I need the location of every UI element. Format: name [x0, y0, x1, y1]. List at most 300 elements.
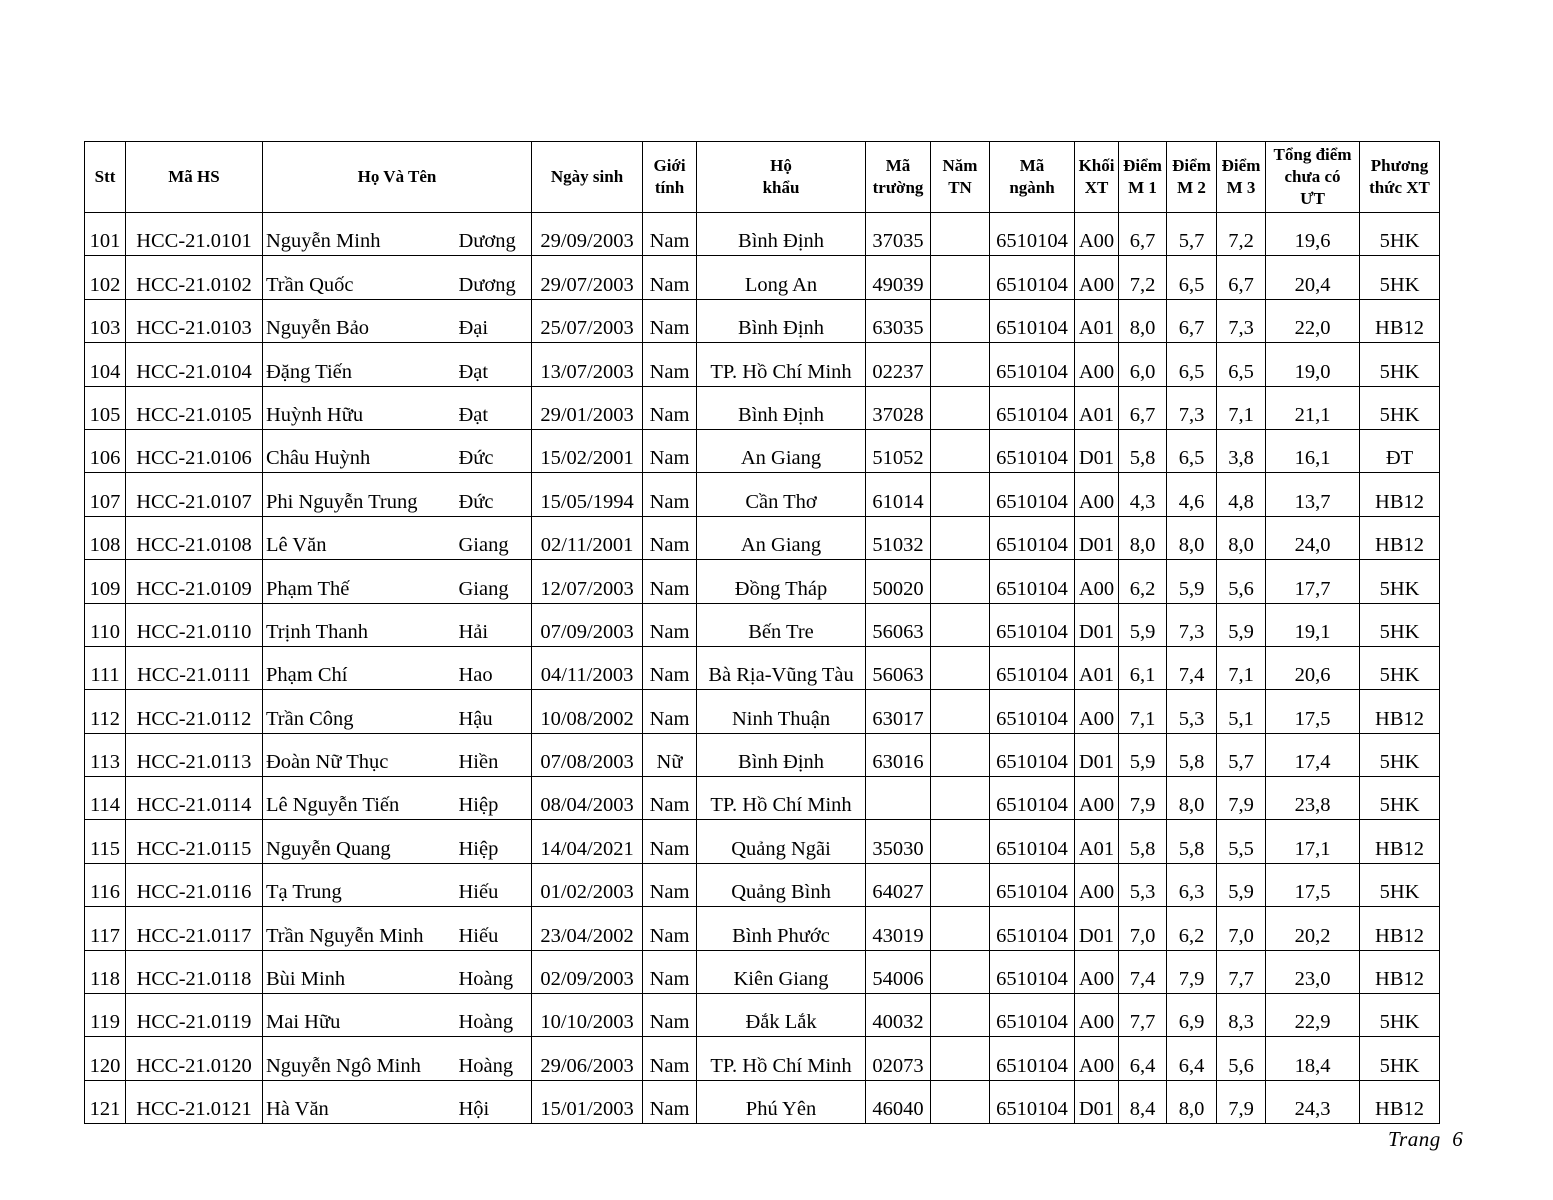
table-row — [85, 646, 1440, 689]
cell-phuong-thuc-xt: HB12 — [1360, 907, 1440, 950]
cell-stt: 105 — [85, 386, 126, 429]
cell-diem-m2: 6,2 — [1167, 907, 1217, 950]
cell-nam-tn — [931, 473, 990, 516]
cell-phuong-thuc-xt: 5HK — [1360, 777, 1440, 820]
cell-ma-hs: HCC-21.0109 — [126, 560, 263, 603]
cell-ho-khau: Bà Rịa-Vũng Tàu — [697, 646, 866, 689]
cell-tong-diem: 24,3 — [1266, 1080, 1360, 1123]
cell-diem-m2: 5,8 — [1167, 820, 1217, 863]
cell-ten: Hao — [459, 646, 532, 689]
cell-khoi-xt: A00 — [1075, 777, 1119, 820]
cell-diem-m3: 8,0 — [1217, 516, 1266, 559]
cell-ma-truong: 63017 — [866, 690, 931, 733]
cell-diem-m1: 6,0 — [1119, 343, 1167, 386]
cell-ngay-sinh: 02/11/2001 — [532, 516, 643, 559]
cell-ngay-sinh: 12/07/2003 — [532, 560, 643, 603]
cell-diem-m2: 6,5 — [1167, 343, 1217, 386]
table-body — [85, 213, 1440, 1124]
cell-nam-tn — [931, 950, 990, 993]
cell-ten: Hội — [459, 1080, 532, 1123]
cell-diem-m3: 6,7 — [1217, 256, 1266, 299]
table-row — [85, 1037, 1440, 1080]
cell-tong-diem: 17,1 — [1266, 820, 1360, 863]
cell-diem-m2: 5,7 — [1167, 213, 1217, 256]
cell-stt: 120 — [85, 1037, 126, 1080]
cell-ho-khau: TP. Hồ Chí Minh — [697, 777, 866, 820]
cell-ho: Nguyễn Minh — [263, 213, 459, 256]
cell-ngay-sinh: 07/09/2003 — [532, 603, 643, 646]
cell-gioi-tinh: Nữ — [643, 733, 697, 776]
table-row — [85, 994, 1440, 1037]
header-ngay-sinh: Ngày sinh — [532, 142, 643, 213]
table-row — [85, 343, 1440, 386]
cell-diem-m3: 4,8 — [1217, 473, 1266, 516]
cell-stt: 114 — [85, 777, 126, 820]
cell-ma-truong: 50020 — [866, 560, 931, 603]
cell-diem-m3: 5,7 — [1217, 733, 1266, 776]
cell-ho-khau: Ninh Thuận — [697, 690, 866, 733]
cell-ho: Trần Công — [263, 690, 459, 733]
cell-nam-tn — [931, 1037, 990, 1080]
cell-ma-hs: HCC-21.0106 — [126, 429, 263, 472]
cell-phuong-thuc-xt: HB12 — [1360, 950, 1440, 993]
cell-ma-truong: 51032 — [866, 516, 931, 559]
cell-nam-tn — [931, 213, 990, 256]
cell-khoi-xt: D01 — [1075, 603, 1119, 646]
cell-khoi-xt: A01 — [1075, 386, 1119, 429]
header-ho-khau: Hộ khẩu — [697, 142, 866, 213]
cell-phuong-thuc-xt: 5HK — [1360, 560, 1440, 603]
cell-khoi-xt: A01 — [1075, 646, 1119, 689]
cell-nam-tn — [931, 560, 990, 603]
cell-gioi-tinh: Nam — [643, 299, 697, 342]
cell-khoi-xt: A00 — [1075, 690, 1119, 733]
cell-ma-nganh: 6510104 — [990, 994, 1075, 1037]
cell-diem-m1: 7,9 — [1119, 777, 1167, 820]
table-row — [85, 516, 1440, 559]
cell-nam-tn — [931, 863, 990, 906]
cell-ho: Bùi Minh — [263, 950, 459, 993]
cell-tong-diem: 13,7 — [1266, 473, 1360, 516]
cell-diem-m3: 7,7 — [1217, 950, 1266, 993]
header-row — [85, 142, 1440, 213]
table-row — [85, 386, 1440, 429]
cell-diem-m3: 7,9 — [1217, 1080, 1266, 1123]
cell-ho-khau: Kiên Giang — [697, 950, 866, 993]
cell-ma-hs: HCC-21.0118 — [126, 950, 263, 993]
cell-ma-nganh: 6510104 — [990, 907, 1075, 950]
page-label: Trang — [1388, 1127, 1441, 1151]
cell-gioi-tinh: Nam — [643, 1037, 697, 1080]
cell-ho: Nguyễn Ngô Minh — [263, 1037, 459, 1080]
cell-ten: Đạt — [459, 386, 532, 429]
cell-ten: Dương — [459, 256, 532, 299]
cell-khoi-xt: A00 — [1075, 343, 1119, 386]
cell-ma-nganh: 6510104 — [990, 256, 1075, 299]
cell-gioi-tinh: Nam — [643, 213, 697, 256]
cell-gioi-tinh: Nam — [643, 690, 697, 733]
cell-ngay-sinh: 29/09/2003 — [532, 213, 643, 256]
cell-phuong-thuc-xt: HB12 — [1360, 299, 1440, 342]
cell-ho: Trịnh Thanh — [263, 603, 459, 646]
cell-ma-truong: 64027 — [866, 863, 931, 906]
header-ho-va-ten: Họ Và Tên — [263, 142, 532, 213]
cell-ma-truong — [866, 777, 931, 820]
header-ma-truong: Mã trường — [866, 142, 931, 213]
cell-gioi-tinh: Nam — [643, 386, 697, 429]
cell-phuong-thuc-xt: ĐT — [1360, 429, 1440, 472]
cell-ma-nganh: 6510104 — [990, 950, 1075, 993]
cell-ma-hs: HCC-21.0121 — [126, 1080, 263, 1123]
cell-ma-truong: 54006 — [866, 950, 931, 993]
cell-ho-khau: Phú Yên — [697, 1080, 866, 1123]
cell-ma-nganh: 6510104 — [990, 777, 1075, 820]
table-row — [85, 213, 1440, 256]
cell-ten: Giang — [459, 560, 532, 603]
cell-khoi-xt: D01 — [1075, 516, 1119, 559]
cell-ten: Hiệp — [459, 820, 532, 863]
cell-ngay-sinh: 10/08/2002 — [532, 690, 643, 733]
cell-diem-m1: 5,9 — [1119, 733, 1167, 776]
cell-ho: Phạm Chí — [263, 646, 459, 689]
cell-diem-m2: 6,3 — [1167, 863, 1217, 906]
cell-gioi-tinh: Nam — [643, 1080, 697, 1123]
table-row — [85, 473, 1440, 516]
cell-stt: 113 — [85, 733, 126, 776]
cell-diem-m1: 6,1 — [1119, 646, 1167, 689]
cell-stt: 103 — [85, 299, 126, 342]
cell-ma-hs: HCC-21.0110 — [126, 603, 263, 646]
cell-phuong-thuc-xt: HB12 — [1360, 820, 1440, 863]
header-diem-m1: Điểm M 1 — [1119, 142, 1167, 213]
table-row — [85, 560, 1440, 603]
cell-ma-truong: 37028 — [866, 386, 931, 429]
cell-stt: 119 — [85, 994, 126, 1037]
cell-tong-diem: 17,5 — [1266, 863, 1360, 906]
cell-khoi-xt: A00 — [1075, 950, 1119, 993]
cell-gioi-tinh: Nam — [643, 256, 697, 299]
cell-khoi-xt: D01 — [1075, 429, 1119, 472]
cell-nam-tn — [931, 516, 990, 559]
cell-nam-tn — [931, 256, 990, 299]
cell-diem-m2: 7,3 — [1167, 386, 1217, 429]
cell-ten: Hậu — [459, 690, 532, 733]
cell-ma-nganh: 6510104 — [990, 429, 1075, 472]
cell-khoi-xt: D01 — [1075, 733, 1119, 776]
cell-ngay-sinh: 02/09/2003 — [532, 950, 643, 993]
page-number: 6 — [1452, 1127, 1464, 1151]
cell-diem-m3: 7,9 — [1217, 777, 1266, 820]
cell-stt: 104 — [85, 343, 126, 386]
table-row — [85, 690, 1440, 733]
cell-stt: 112 — [85, 690, 126, 733]
cell-stt: 106 — [85, 429, 126, 472]
cell-ten: Đại — [459, 299, 532, 342]
cell-khoi-xt: A00 — [1075, 256, 1119, 299]
cell-ma-hs: HCC-21.0119 — [126, 994, 263, 1037]
cell-tong-diem: 19,0 — [1266, 343, 1360, 386]
cell-ho: Nguyễn Bảo — [263, 299, 459, 342]
cell-diem-m2: 8,0 — [1167, 516, 1217, 559]
cell-ho: Đoàn Nữ Thục — [263, 733, 459, 776]
cell-diem-m2: 5,3 — [1167, 690, 1217, 733]
cell-diem-m2: 7,4 — [1167, 646, 1217, 689]
header-phuong-thuc-xt: Phương thức XT — [1360, 142, 1440, 213]
cell-ho-khau: Đắk Lắk — [697, 994, 866, 1037]
cell-diem-m1: 8,0 — [1119, 299, 1167, 342]
cell-ho-khau: Đồng Tháp — [697, 560, 866, 603]
header-diem-m2: Điểm M 2 — [1167, 142, 1217, 213]
cell-ho-khau: Cần Thơ — [697, 473, 866, 516]
cell-phuong-thuc-xt: 5HK — [1360, 863, 1440, 906]
cell-ho: Phi Nguyễn Trung — [263, 473, 459, 516]
header-nam-tn: Năm TN — [931, 142, 990, 213]
cell-ngay-sinh: 15/02/2001 — [532, 429, 643, 472]
cell-diem-m1: 6,7 — [1119, 386, 1167, 429]
cell-ho-khau: Bình Định — [697, 299, 866, 342]
cell-ma-nganh: 6510104 — [990, 560, 1075, 603]
cell-ho-khau: Bình Định — [697, 213, 866, 256]
cell-tong-diem: 18,4 — [1266, 1037, 1360, 1080]
cell-stt: 116 — [85, 863, 126, 906]
cell-nam-tn — [931, 299, 990, 342]
cell-diem-m3: 5,6 — [1217, 1037, 1266, 1080]
cell-stt: 111 — [85, 646, 126, 689]
cell-tong-diem: 20,2 — [1266, 907, 1360, 950]
cell-ma-nganh: 6510104 — [990, 863, 1075, 906]
cell-diem-m1: 4,3 — [1119, 473, 1167, 516]
cell-phuong-thuc-xt: 5HK — [1360, 386, 1440, 429]
cell-gioi-tinh: Nam — [643, 560, 697, 603]
header-ma-nganh: Mã ngành — [990, 142, 1075, 213]
cell-stt: 102 — [85, 256, 126, 299]
cell-ho-khau: Long An — [697, 256, 866, 299]
cell-diem-m1: 7,0 — [1119, 907, 1167, 950]
table-row — [85, 603, 1440, 646]
cell-ma-hs: HCC-21.0107 — [126, 473, 263, 516]
cell-diem-m3: 7,3 — [1217, 299, 1266, 342]
cell-ngay-sinh: 10/10/2003 — [532, 994, 643, 1037]
cell-ma-truong: 63016 — [866, 733, 931, 776]
cell-ma-nganh: 6510104 — [990, 603, 1075, 646]
cell-ngay-sinh: 15/05/1994 — [532, 473, 643, 516]
cell-ma-nganh: 6510104 — [990, 516, 1075, 559]
cell-ho-khau: Quảng Ngãi — [697, 820, 866, 863]
cell-ho: Mai Hữu — [263, 994, 459, 1037]
cell-gioi-tinh: Nam — [643, 473, 697, 516]
cell-ma-truong: 51052 — [866, 429, 931, 472]
cell-diem-m1: 7,1 — [1119, 690, 1167, 733]
cell-diem-m1: 7,2 — [1119, 256, 1167, 299]
cell-stt: 118 — [85, 950, 126, 993]
cell-ma-truong: 61014 — [866, 473, 931, 516]
cell-stt: 121 — [85, 1080, 126, 1123]
cell-diem-m2: 6,7 — [1167, 299, 1217, 342]
cell-khoi-xt: A01 — [1075, 299, 1119, 342]
cell-ma-hs: HCC-21.0101 — [126, 213, 263, 256]
cell-diem-m2: 8,0 — [1167, 1080, 1217, 1123]
cell-nam-tn — [931, 733, 990, 776]
cell-diem-m1: 5,9 — [1119, 603, 1167, 646]
cell-ho: Phạm Thế — [263, 560, 459, 603]
cell-ho: Đặng Tiến — [263, 343, 459, 386]
cell-diem-m3: 5,9 — [1217, 863, 1266, 906]
cell-khoi-xt: D01 — [1075, 907, 1119, 950]
cell-ma-hs: HCC-21.0102 — [126, 256, 263, 299]
cell-ma-hs: HCC-21.0105 — [126, 386, 263, 429]
cell-ngay-sinh: 29/01/2003 — [532, 386, 643, 429]
cell-tong-diem: 23,8 — [1266, 777, 1360, 820]
page-footer — [1388, 1127, 1463, 1152]
cell-tong-diem: 20,4 — [1266, 256, 1360, 299]
cell-tong-diem: 22,9 — [1266, 994, 1360, 1037]
cell-diem-m1: 8,4 — [1119, 1080, 1167, 1123]
table-row — [85, 733, 1440, 776]
cell-diem-m3: 7,2 — [1217, 213, 1266, 256]
cell-tong-diem: 16,1 — [1266, 429, 1360, 472]
cell-ma-nganh: 6510104 — [990, 690, 1075, 733]
cell-ma-hs: HCC-21.0104 — [126, 343, 263, 386]
cell-diem-m1: 7,4 — [1119, 950, 1167, 993]
cell-diem-m2: 6,9 — [1167, 994, 1217, 1037]
cell-ho-khau: TP. Hồ Chí Minh — [697, 1037, 866, 1080]
cell-ho: Lê Nguyễn Tiến — [263, 777, 459, 820]
cell-ten: Đức — [459, 429, 532, 472]
cell-khoi-xt: A00 — [1075, 473, 1119, 516]
cell-khoi-xt: A00 — [1075, 994, 1119, 1037]
cell-diem-m2: 5,9 — [1167, 560, 1217, 603]
cell-phuong-thuc-xt: 5HK — [1360, 733, 1440, 776]
header-tong-diem: Tổng điểm chưa có ƯT — [1266, 142, 1360, 213]
cell-stt: 110 — [85, 603, 126, 646]
header-khoi-xt: Khối XT — [1075, 142, 1119, 213]
cell-ma-truong: 02073 — [866, 1037, 931, 1080]
cell-tong-diem: 23,0 — [1266, 950, 1360, 993]
cell-tong-diem: 24,0 — [1266, 516, 1360, 559]
cell-nam-tn — [931, 690, 990, 733]
cell-diem-m2: 8,0 — [1167, 777, 1217, 820]
cell-ma-truong: 46040 — [866, 1080, 931, 1123]
cell-gioi-tinh: Nam — [643, 907, 697, 950]
cell-gioi-tinh: Nam — [643, 646, 697, 689]
cell-gioi-tinh: Nam — [643, 516, 697, 559]
cell-diem-m2: 7,9 — [1167, 950, 1217, 993]
cell-stt: 115 — [85, 820, 126, 863]
cell-diem-m1: 5,8 — [1119, 820, 1167, 863]
table-row — [85, 1080, 1440, 1123]
cell-ho: Huỳnh Hữu — [263, 386, 459, 429]
cell-ten: Hải — [459, 603, 532, 646]
cell-ma-nganh: 6510104 — [990, 646, 1075, 689]
cell-phuong-thuc-xt: 5HK — [1360, 603, 1440, 646]
cell-diem-m1: 6,2 — [1119, 560, 1167, 603]
cell-ngay-sinh: 15/01/2003 — [532, 1080, 643, 1123]
cell-diem-m3: 6,5 — [1217, 343, 1266, 386]
cell-ho-khau: Bình Phước — [697, 907, 866, 950]
cell-ma-truong: 49039 — [866, 256, 931, 299]
cell-phuong-thuc-xt: HB12 — [1360, 473, 1440, 516]
cell-ho-khau: Bình Định — [697, 733, 866, 776]
cell-khoi-xt: A00 — [1075, 1037, 1119, 1080]
cell-diem-m1: 6,4 — [1119, 1037, 1167, 1080]
cell-nam-tn — [931, 907, 990, 950]
table-row — [85, 429, 1440, 472]
cell-ma-nganh: 6510104 — [990, 1037, 1075, 1080]
cell-diem-m1: 5,8 — [1119, 429, 1167, 472]
table-row — [85, 907, 1440, 950]
cell-gioi-tinh: Nam — [643, 603, 697, 646]
cell-khoi-xt: D01 — [1075, 1080, 1119, 1123]
cell-nam-tn — [931, 429, 990, 472]
cell-ten: Hoàng — [459, 994, 532, 1037]
cell-diem-m3: 7,0 — [1217, 907, 1266, 950]
cell-ma-hs: HCC-21.0114 — [126, 777, 263, 820]
cell-gioi-tinh: Nam — [643, 777, 697, 820]
cell-ngay-sinh: 01/02/2003 — [532, 863, 643, 906]
cell-khoi-xt: A00 — [1075, 560, 1119, 603]
cell-ma-nganh: 6510104 — [990, 733, 1075, 776]
cell-diem-m3: 5,6 — [1217, 560, 1266, 603]
cell-diem-m2: 6,4 — [1167, 1037, 1217, 1080]
cell-ho: Hà Văn — [263, 1080, 459, 1123]
cell-nam-tn — [931, 603, 990, 646]
cell-ho-khau: Bình Định — [697, 386, 866, 429]
cell-ngay-sinh: 04/11/2003 — [532, 646, 643, 689]
cell-khoi-xt: A00 — [1075, 213, 1119, 256]
cell-ten: Hiền — [459, 733, 532, 776]
cell-phuong-thuc-xt: 5HK — [1360, 1037, 1440, 1080]
cell-ma-truong: 56063 — [866, 646, 931, 689]
cell-ho-khau: An Giang — [697, 429, 866, 472]
cell-ma-hs: HCC-21.0108 — [126, 516, 263, 559]
cell-diem-m1: 5,3 — [1119, 863, 1167, 906]
cell-ma-hs: HCC-21.0120 — [126, 1037, 263, 1080]
cell-diem-m2: 5,8 — [1167, 733, 1217, 776]
cell-ngay-sinh: 07/08/2003 — [532, 733, 643, 776]
cell-phuong-thuc-xt: HB12 — [1360, 690, 1440, 733]
cell-ho: Tạ Trung — [263, 863, 459, 906]
cell-ho: Nguyễn Quang — [263, 820, 459, 863]
cell-tong-diem: 19,6 — [1266, 213, 1360, 256]
cell-ma-hs: HCC-21.0111 — [126, 646, 263, 689]
cell-tong-diem: 19,1 — [1266, 603, 1360, 646]
cell-ma-truong: 37035 — [866, 213, 931, 256]
cell-ma-nganh: 6510104 — [990, 213, 1075, 256]
cell-stt: 109 — [85, 560, 126, 603]
table-row — [85, 820, 1440, 863]
cell-ngay-sinh: 29/06/2003 — [532, 1037, 643, 1080]
cell-ma-hs: HCC-21.0117 — [126, 907, 263, 950]
cell-ma-hs: HCC-21.0115 — [126, 820, 263, 863]
cell-ma-nganh: 6510104 — [990, 1080, 1075, 1123]
cell-gioi-tinh: Nam — [643, 994, 697, 1037]
cell-ngay-sinh: 14/04/2021 — [532, 820, 643, 863]
cell-diem-m3: 7,1 — [1217, 386, 1266, 429]
table-row — [85, 256, 1440, 299]
cell-ten: Hoàng — [459, 950, 532, 993]
cell-ho-khau: An Giang — [697, 516, 866, 559]
cell-phuong-thuc-xt: 5HK — [1360, 994, 1440, 1037]
cell-khoi-xt: A01 — [1075, 820, 1119, 863]
cell-phuong-thuc-xt: 5HK — [1360, 343, 1440, 386]
cell-ngay-sinh: 29/07/2003 — [532, 256, 643, 299]
cell-diem-m1: 8,0 — [1119, 516, 1167, 559]
cell-diem-m2: 6,5 — [1167, 429, 1217, 472]
cell-diem-m3: 7,1 — [1217, 646, 1266, 689]
cell-ma-hs: HCC-21.0116 — [126, 863, 263, 906]
cell-ma-truong: 40032 — [866, 994, 931, 1037]
cell-ten: Hoàng — [459, 1037, 532, 1080]
